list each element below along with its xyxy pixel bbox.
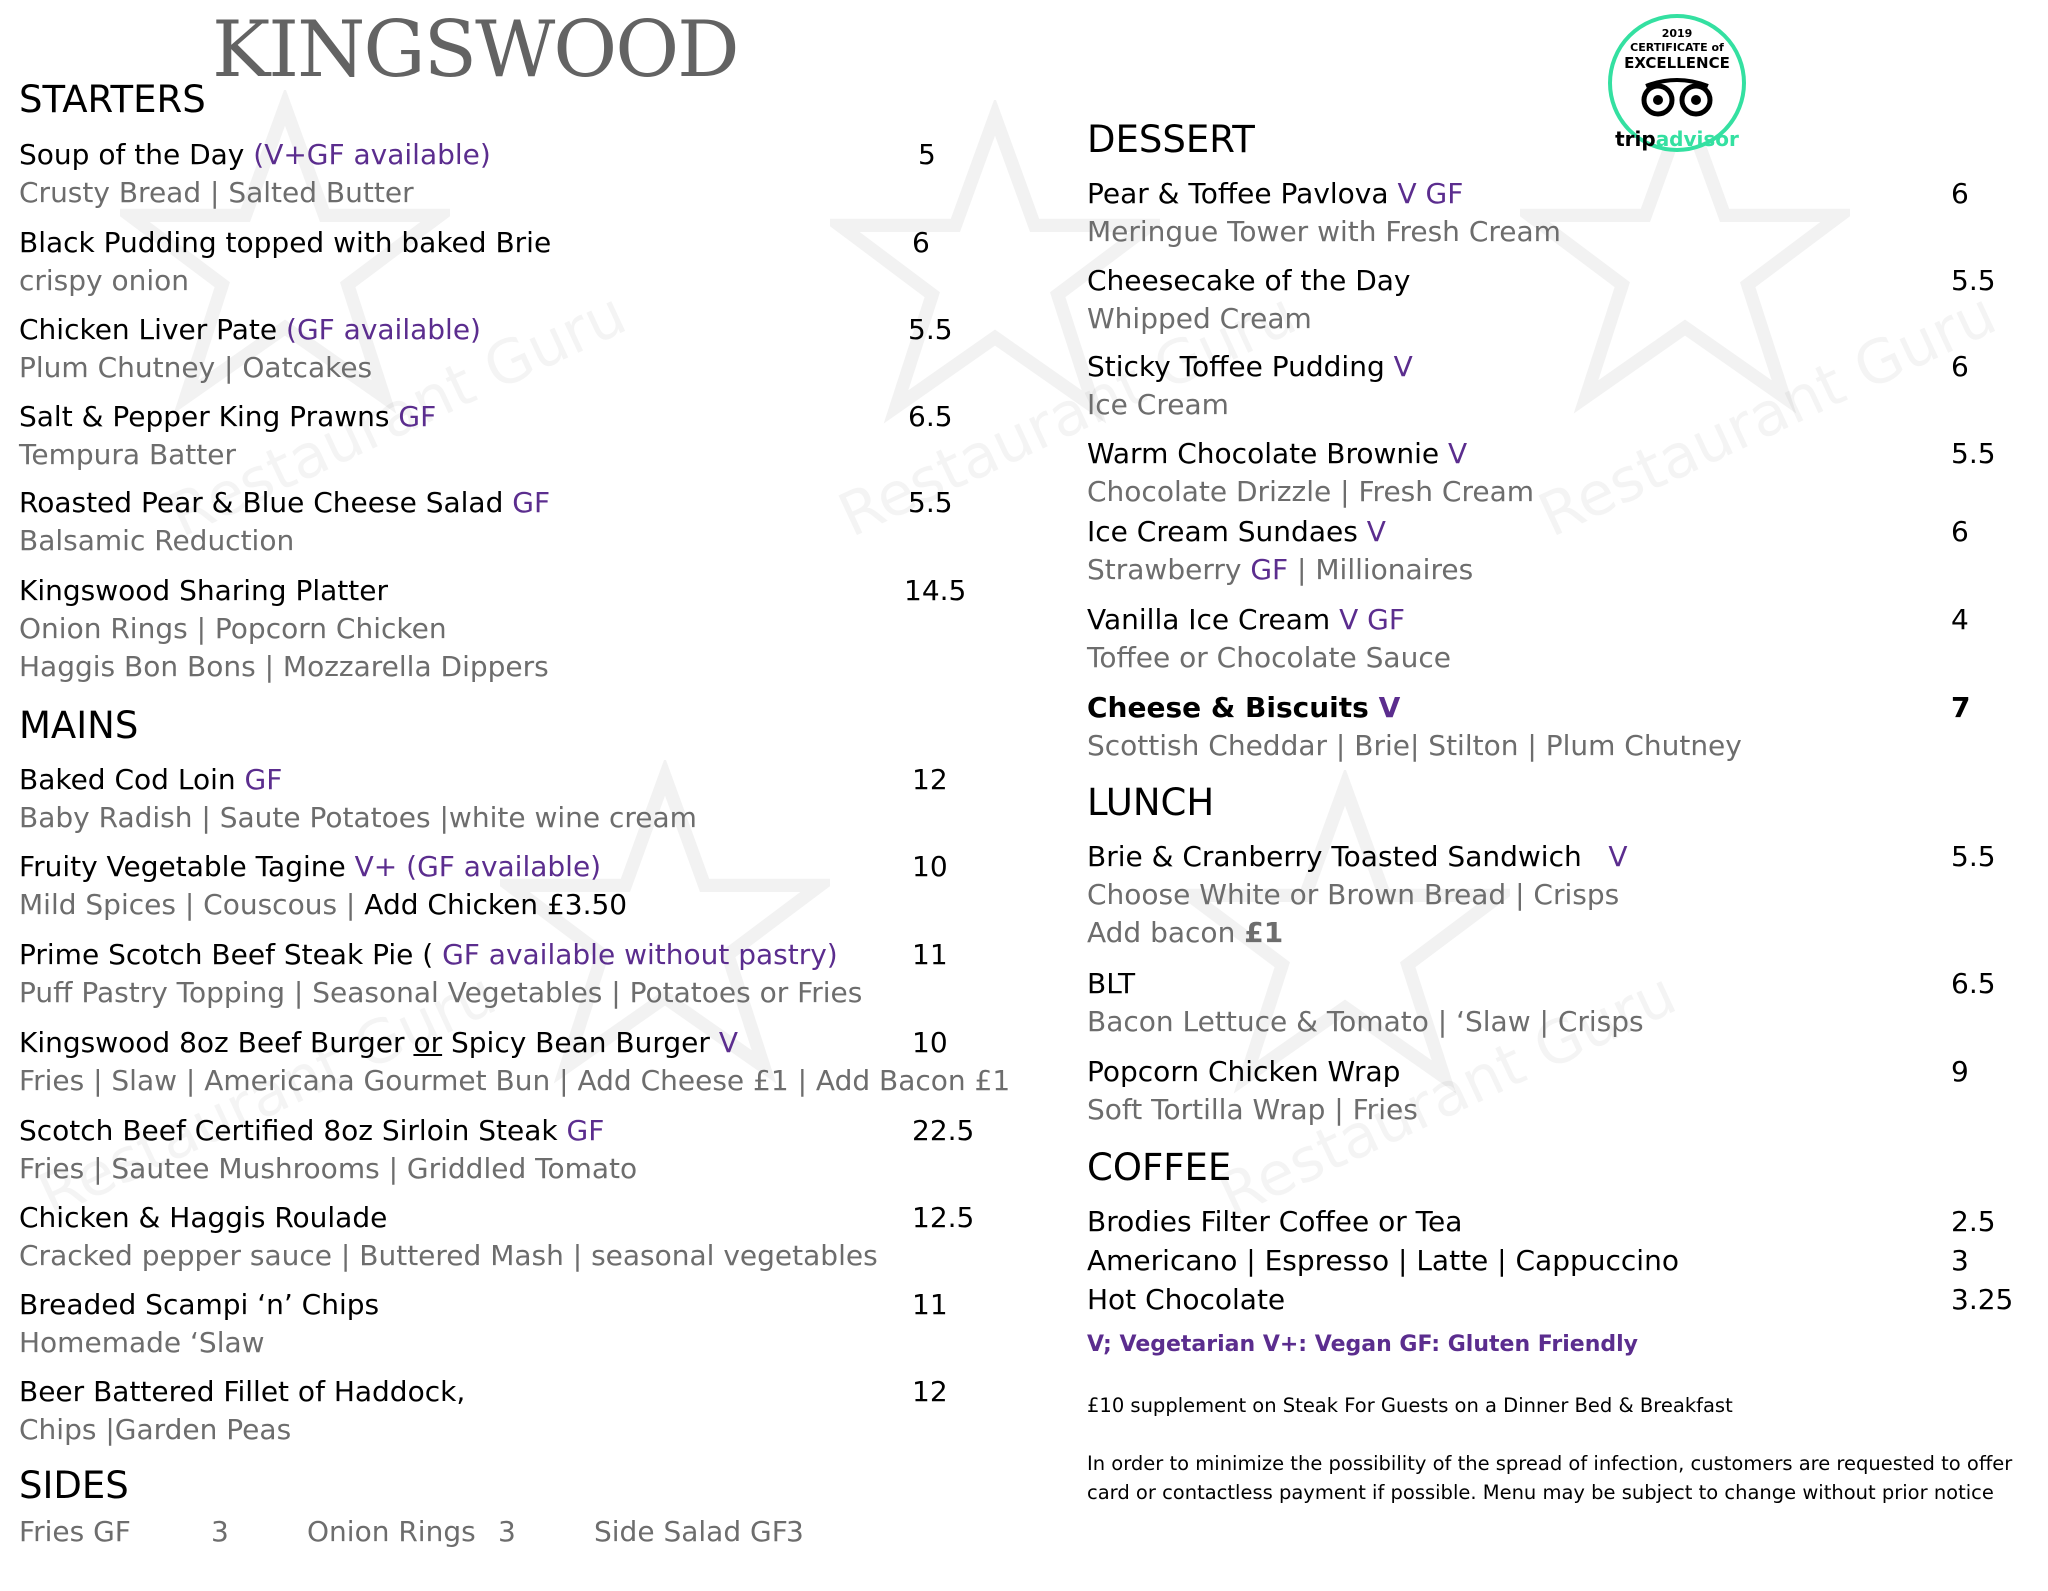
side-item: Onion Rings (307, 1515, 476, 1548)
menu-item: Sticky Toffee Pudding V Ice Cream (1087, 350, 1413, 421)
menu-item: Beer Battered Fillet of Haddock, Chips |Garden Peas (19, 1375, 466, 1446)
item-price: 11 (912, 1288, 948, 1321)
menu-item: Warm Chocolate Brownie V Chocolate Drizzle | Fresh Cream (1087, 437, 1535, 508)
menu-item: Roasted Pear & Blue Cheese Salad GF Balsamic Reduction (19, 486, 551, 557)
menu-item: Brodies Filter Coffee or Tea (1087, 1205, 1463, 1238)
side-item: Side Salad GF (594, 1515, 788, 1548)
item-price: 11 (912, 938, 948, 971)
item-price: 6 (1951, 515, 1969, 548)
menu-item: Americano | Espresso | Latte | Cappuccino (1087, 1244, 1679, 1277)
item-price: 6 (912, 226, 930, 259)
section-title-dessert: DESSERT (1087, 118, 1255, 161)
menu-item: Kingswood 8oz Beef Burger or Spicy Bean Burger V Fries | Slaw | Americana Gourmet Bun | Add Cheese £1 | Add Bacon £1 (19, 1026, 1011, 1097)
section-title-sides: SIDES (19, 1464, 129, 1507)
item-price: 5 (918, 138, 936, 171)
item-price: 2.5 (1951, 1205, 1996, 1238)
section-title-lunch: LUNCH (1087, 781, 1215, 824)
menu-item: Breaded Scampi ‘n’ Chips Homemade ‘Slaw (19, 1288, 380, 1359)
badge-year: 2019 (1661, 27, 1693, 40)
menu-item: BLT Bacon Lettuce & Tomato | ‘Slaw | Crisps (1087, 967, 1644, 1038)
payment-note: In order to minimize the possibility of the spread of infection, customers are requested to offer card or contactless payment if possible. Menu may be subject to change without prior notice (1087, 1452, 2013, 1504)
item-price: 10 (912, 850, 948, 883)
menu-item: Black Pudding topped with baked Brie crispy onion (19, 226, 552, 297)
badge-brand: tripadvisor (1615, 127, 1739, 151)
item-price: 3 (1951, 1244, 1969, 1277)
item-price: 12 (912, 763, 948, 796)
menu-item: Baked Cod Loin GF Baby Radish | Saute Potatoes |white wine cream (19, 763, 697, 834)
badge-line2: EXCELLENCE (1624, 54, 1730, 72)
menu-item: Chicken & Haggis Roulade Cracked pepper sauce | Buttered Mash | seasonal vegetables (19, 1201, 878, 1272)
item-price: 10 (912, 1026, 948, 1059)
item-price: 5.5 (908, 486, 953, 519)
menu-item: Cheesecake of the Day Whipped Cream (1087, 264, 1411, 335)
menu-item: Kingswood Sharing Platter Onion Rings | Popcorn Chicken Haggis Bon Bons | Mozzarella Dippers (19, 574, 549, 683)
item-price: 6.5 (1951, 967, 1996, 1000)
side-item: Fries GF (19, 1515, 131, 1548)
menu-item: Vanilla Ice Cream V GF Toffee or Chocolate Sauce (1087, 603, 1451, 674)
menu-item: Pear & Toffee Pavlova V GF Meringue Tower with Fresh Cream (1087, 177, 1561, 248)
badge-line1: CERTIFICATE of (1630, 41, 1724, 54)
item-price: 6 (1951, 177, 1969, 210)
menu-item: Popcorn Chicken Wrap Soft Tortilla Wrap | Fries (1087, 1055, 1418, 1126)
section-title-mains: MAINS (19, 704, 139, 747)
item-price: 5.5 (1951, 437, 1996, 470)
menu-item: Cheese & Biscuits V Scottish Cheddar | Brie| Stilton | Plum Chutney (1087, 691, 1742, 762)
item-price: 12 (912, 1375, 948, 1408)
menu-item: Chicken Liver Pate (GF available) Plum Chutney | Oatcakes (19, 313, 481, 384)
menu-item: Hot Chocolate (1087, 1283, 1286, 1316)
watermark-text (1528, 279, 2006, 552)
menu-item: Ice Cream Sundaes V Strawberry GF | Millionaires (1087, 515, 1474, 586)
menu-item: Fruity Vegetable Tagine V+ (GF available) Mild Spices | Couscous | Add Chicken £3.50 (19, 850, 628, 921)
menu-item: Prime Scotch Beef Steak Pie ( GF available without pastry) Puff Pastry Topping | Seasonal Vegetables | Potatoes or Fries (19, 938, 863, 1009)
item-price: 22.5 (912, 1114, 975, 1147)
item-price: 14.5 (904, 574, 967, 607)
dietary-key: V; Vegetarian V+: Vegan GF: Gluten Friendly (1087, 1332, 1638, 1357)
item-price: 3.25 (1951, 1283, 2014, 1316)
steak-supplement-note: £10 supplement on Steak For Guests on a Dinner Bed & Breakfast (1087, 1394, 1733, 1417)
section-title-starters: STARTERS (19, 78, 206, 121)
item-price: 6.5 (908, 400, 953, 433)
item-price: 6 (1951, 350, 1969, 383)
brand-logo: KINGSWOOD (212, 5, 738, 95)
item-price: 3 (786, 1515, 804, 1548)
item-price: 3 (211, 1515, 229, 1548)
menu-item: Soup of the Day (V+GF available) Crusty Bread | Salted Butter (19, 138, 491, 209)
section-title-coffee: COFFEE (1087, 1146, 1232, 1189)
menu-item: Scotch Beef Certified 8oz Sirloin Steak GF Fries | Sautee Mushrooms | Griddled Tomato (19, 1114, 638, 1185)
item-price: 7 (1951, 691, 1971, 724)
tripadvisor-badge (1606, 12, 1748, 154)
menu-item: Brie & Cranberry Toasted Sandwich V Choose White or Brown Bread | Crisps Add bacon £1 (1087, 840, 1628, 949)
menu-item: Salt & Pepper King Prawns GF Tempura Batter (19, 400, 437, 471)
item-price: 5.5 (1951, 840, 1996, 873)
item-price: 9 (1951, 1055, 1969, 1088)
item-price: 5.5 (1951, 264, 1996, 297)
item-price: 4 (1951, 603, 1969, 636)
item-price: 12.5 (912, 1201, 975, 1234)
item-price: 3 (498, 1515, 516, 1548)
item-price: 5.5 (908, 313, 953, 346)
